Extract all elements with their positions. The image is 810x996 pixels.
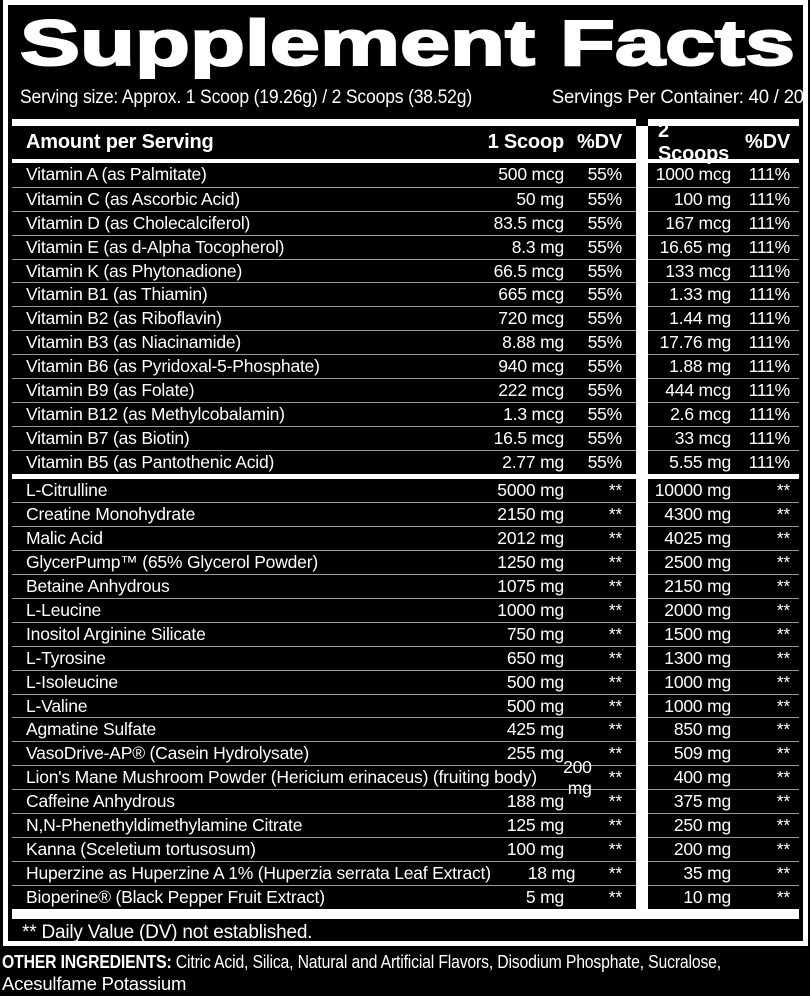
dv-1-scoop: 55% [587,236,622,257]
amount-1-scoop: 50 mg [516,188,564,209]
ingredient-name-cell [12,261,459,282]
amount-1-scoop: 188 mg [506,791,564,812]
ingredient-row [12,789,636,813]
amount-1-scoop: 1000 mg [497,599,564,620]
ingredient-name-cell [12,767,537,788]
amount-2-scoops: 133 mcg [665,260,731,281]
amount-2-scoops: 16.65 mg [659,236,731,257]
ingredient-name: Vitamin A (as Palmitate) [26,164,207,185]
ingredient-row-2scoops [648,861,799,885]
amount-2-scoops: 509 mg [673,743,731,764]
other-ingredients-line1-text [2,951,721,973]
ingredient-name-cell [12,863,491,884]
ingredient-name: N,N-Phenethyldimethylamine Citrate [26,814,303,835]
two-scoops-panel [648,119,799,919]
ingredient-name-cell [12,237,459,258]
dv-2-scoops: ** [776,695,790,716]
dv-2-scoops: 111% [748,451,790,472]
dv-1-scoop: 55% [587,212,622,233]
bottom-rule [648,909,799,919]
dv-1-scoop: ** [608,671,622,692]
dv-1-scoop: ** [608,480,622,501]
ingredient-name-cell [12,428,459,449]
amount-2-scoops: 2500 mg [664,552,731,573]
supplement-table [12,119,799,919]
dv-2-scoops: 111% [748,284,790,305]
ingredient-row-2scoops [648,354,799,378]
amount-1-scoop: 1.3 mcg [503,403,564,424]
ingredient-row [12,622,636,646]
amount-1-scoop: 650 mg [506,647,564,668]
ingredient-row [12,861,636,885]
amount-2-scoops: 200 mg [673,838,731,859]
dv-2-scoops: 111% [748,188,790,209]
amount-1-scoop: 750 mg [506,623,564,644]
amount-2-scoops: 1.44 mg [669,308,731,329]
amount-2-scoops: 1000 mcg [655,164,731,185]
table-header-main [12,126,636,159]
amount-1-scoop: 2150 mg [497,504,564,525]
ingredient-row [12,163,636,187]
ingredient-name-cell [12,839,459,860]
amount-2-scoops: 167 mcg [665,212,731,233]
dv-1-scoop: ** [608,719,622,740]
amount-1-scoop: 100 mg [506,838,564,859]
ingredient-row-2scoops [648,694,799,718]
ingredient-row [12,837,636,861]
other-ingredients-line1 [2,951,721,973]
dv-2-scoops: ** [776,599,790,620]
dv-2-scoops: 111% [748,356,790,377]
ingredient-row [12,426,636,450]
ingredient-name: Creatine Monohydrate [26,504,196,525]
ingredient-name-cell [12,743,459,764]
ingredient-name: Vitamin D (as Cholecalciferol) [26,212,251,233]
ingredient-row-2scoops [648,378,799,402]
dv-2-scoops: ** [776,480,790,501]
ingredient-row-2scoops [648,450,799,474]
ingredient-row [12,354,636,378]
serving-size-text: Serving size: Approx. 1 Scoop (19.26g) / 2 Scoops (38.52g) [20,85,472,108]
dv-1-scoop: 55% [587,427,622,448]
amount-2-scoops: 10 mg [683,886,731,907]
ingredient-name: GlycerPump™ (65% Glycerol Powder) [26,552,318,573]
dv-2-scoops: ** [776,767,790,788]
serving-info-row [8,85,803,109]
ingredient-name-cell [12,380,459,401]
ingredient-row-2scoops [648,670,799,694]
amount-2-scoops: 2.6 mcg [670,403,731,424]
dv-1-scoop: 55% [587,284,622,305]
table-header-right [648,119,799,165]
amount-1-scoop: 1250 mg [497,552,564,573]
ingredient-row [12,306,636,330]
top-rule [12,119,636,126]
amount-2-scoops: 2150 mg [664,576,731,597]
amount-1-scoop: 16.5 mcg [493,427,564,448]
header-dv-2: %DV [745,131,790,153]
dv-2-scoops: ** [776,886,790,907]
ingredient-row [12,646,636,670]
ingredient-name: L-Tyrosine [26,647,106,668]
ingredient-row-2scoops [648,765,799,789]
ingredient-row [12,259,636,283]
daily-value-footnote-text: ** Daily Value (DV) not established. [22,921,313,943]
ingredient-name: L-Citrulline [26,480,108,501]
amount-1-scoop: 125 mg [506,814,564,835]
dv-2-scoops: ** [776,623,790,644]
dv-1-scoop: ** [608,695,622,716]
amount-2-scoops: 5.55 mg [669,451,731,472]
amount-1-scoop: 500 mcg [498,164,564,185]
dv-1-scoop: ** [608,528,622,549]
amount-1-scoop: 5 mg [525,886,564,907]
dv-2-scoops: 111% [748,403,790,424]
dv-2-scoops: ** [776,838,790,859]
ingredient-name: Vitamin B12 (as Methylcobalamin) [26,403,285,424]
amount-1-scoop: 665 mcg [498,284,564,305]
amount-2-scoops: 2000 mg [664,599,731,620]
amount-2-scoops: 1.88 mg [669,356,731,377]
amount-2-scoops: 10000 mg [654,480,731,501]
ingredient-row-2scoops [648,837,799,861]
ingredient-name: Vitamin B3 (as Niacinamide) [26,332,242,353]
dv-1-scoop: 55% [587,451,622,472]
dv-2-scoops: 111% [748,164,790,185]
ingredient-name: L-Leucine [26,599,102,620]
ingredient-row-2scoops [648,526,799,550]
amount-2-scoops: 100 mg [673,188,731,209]
ingredient-row [12,402,636,426]
ingredient-name: Caffeine Anhydrous [26,791,175,812]
dv-1-scoop: ** [608,552,622,573]
dv-2-scoops: ** [776,791,790,812]
header-2-scoops: 2 Scoops [658,119,730,165]
ingredient-row-2scoops [648,646,799,670]
ingredient-name: Vitamin C (as Ascorbic Acid) [26,188,240,209]
amount-1-scoop: 222 mcg [498,379,564,400]
amount-1-scoop: 425 mg [506,719,564,740]
ingredient-row [12,717,636,741]
ingredient-name: L-Valine [26,695,88,716]
ingredient-row-2scoops [648,598,799,622]
ingredient-row [12,235,636,259]
ingredient-name: Huperzine as Huperzine A 1% (Huperzia serrata Leaf Extract) [26,862,491,883]
amount-2-scoops: 17.76 mg [659,332,731,353]
ingredient-name-cell [12,719,459,740]
ingredient-row-2scoops [648,426,799,450]
other-ingredients-line2 [2,973,798,995]
ingredient-name: Vitamin B6 (as Pyridoxal-5-Phosphate) [26,356,320,377]
ingredient-row [12,211,636,235]
ingredient-row-2scoops [648,741,799,765]
title-wrap [20,7,795,81]
dv-1-scoop: ** [608,647,622,668]
ingredient-name-cell [12,189,459,210]
header-1-scoop: 1 Scoop [487,131,564,153]
ingredient-row-2scoops [648,813,799,837]
ingredient-name-cell [12,624,459,645]
amount-2-scoops: 35 mg [683,862,731,883]
ingredient-row [12,670,636,694]
ingredient-row-2scoops [648,574,799,598]
other-ingredients [2,951,798,994]
amount-2-scoops: 250 mg [673,814,731,835]
amount-2-scoops: 4025 mg [664,528,731,549]
amount-2-scoops: 1000 mg [664,671,731,692]
dv-2-scoops: 111% [748,236,790,257]
ingredient-row-2scoops [648,282,799,306]
panel-divider-notch [636,119,648,126]
amount-2-scoops: 33 mcg [674,427,731,448]
ingredient-name: VasoDrive-AP® (Casein Hydrolysate) [26,743,309,764]
amount-1-scoop: 2012 mg [497,528,564,549]
other-ingredients-label: OTHER INGREDIENTS: [2,951,172,972]
ingredient-name-cell [12,356,459,377]
ingredient-name: Lion's Mane Mushroom Powder (Hericium erinaceus) (fruiting body) [26,767,537,788]
ingredient-row [12,574,636,598]
dv-1-scoop: 55% [587,164,622,185]
dv-1-scoop: 55% [587,379,622,400]
dv-2-scoops: 111% [748,308,790,329]
ingredient-row [12,550,636,574]
header-dv-1: %DV [577,131,622,153]
panel-divider [636,119,648,919]
ingredient-name: Inositol Arginine Silicate [26,623,206,644]
dv-1-scoop: 55% [587,332,622,353]
ingredient-row [12,330,636,354]
dv-2-scoops: ** [776,743,790,764]
ingredient-name: Vitamin B1 (as Thiamin) [26,284,208,305]
ingredient-name: Vitamin B5 (as Pantothenic Acid) [26,451,275,472]
ingredient-row [12,187,636,211]
ingredient-name-cell [12,791,459,812]
ingredient-row-2scoops [648,235,799,259]
ingredient-name-cell [12,648,459,669]
ingredient-name-cell [12,815,459,836]
ingredient-row-2scoops [648,502,799,526]
servings-per-container-cell [538,85,804,109]
ingredient-row [12,450,636,474]
ingredient-row [12,378,636,402]
ingredient-row-2scoops [648,479,799,503]
dv-1-scoop: ** [608,862,622,883]
ingredient-row-2scoops [648,306,799,330]
ingredient-name: L-Isoleucine [26,671,118,692]
ingredient-name-cell [12,600,459,621]
dv-2-scoops: ** [776,576,790,597]
ingredient-name-cell [12,404,459,425]
dv-1-scoop: ** [608,576,622,597]
serving-size-cell [20,86,472,109]
ingredient-name-cell [12,452,459,473]
ingredient-row [12,813,636,837]
ingredient-name-cell [12,528,459,549]
amount-1-scoop: 8.88 mg [502,332,564,353]
ingredient-name-cell [12,308,459,329]
dv-1-scoop: 55% [587,356,622,377]
ingredient-name-cell [12,213,459,234]
other-ingredients-list-part2: Acesulfame Potassium [2,972,187,994]
amount-2-scoops: 1.33 mg [669,284,731,305]
dv-2-scoops: 111% [748,212,790,233]
ingredient-row-2scoops [648,885,799,909]
ingredient-name: Vitamin B9 (as Folate) [26,379,195,400]
dv-2-scoops: ** [776,504,790,525]
ingredient-name-cell [12,284,459,305]
amount-1-scoop: 2.77 mg [502,451,564,472]
ingredient-name-cell [12,576,459,597]
amount-1-scoop: 18 mg [527,862,576,883]
ingredient-name: Betaine Anhydrous [26,576,170,597]
amount-2-scoops: 4300 mg [664,504,731,525]
amount-1-scoop: 720 mcg [498,308,564,329]
ingredient-row-2scoops [648,211,799,235]
ingredient-row-2scoops [648,163,799,187]
ingredient-name-cell [12,164,459,185]
ingredient-row-2scoops [648,717,799,741]
ingredient-row-2scoops [648,187,799,211]
amount-2-scoops: 375 mg [673,791,731,812]
dv-2-scoops: 111% [748,379,790,400]
ingredient-row [12,694,636,718]
dv-2-scoops: ** [776,528,790,549]
dv-1-scoop: ** [608,504,622,525]
amount-2-scoops: 1300 mg [664,647,731,668]
rows-main [12,163,636,909]
dv-1-scoop: 55% [587,260,622,281]
amount-1-scoop: 200 mg [563,756,592,798]
amount-1-scoop: 1075 mg [497,576,564,597]
servings-per-container-text: Servings Per Container: 40 / 20 [551,85,804,108]
ingredient-row [12,598,636,622]
amount-2-scoops: 444 mcg [665,379,731,400]
one-scoop-panel [12,119,636,919]
ingredient-row [12,479,636,503]
ingredient-name-cell [12,696,459,717]
dv-1-scoop: ** [608,791,622,812]
ingredient-row-2scoops [648,402,799,426]
rows-right [648,163,799,909]
amount-2-scoops: 1000 mg [664,695,731,716]
ingredient-row [12,885,636,909]
amount-2-scoops: 1500 mg [664,623,731,644]
dv-1-scoop: ** [608,767,622,788]
amount-1-scoop: 5000 mg [497,480,564,501]
dv-1-scoop: 55% [587,403,622,424]
amount-1-scoop: 940 mcg [498,356,564,377]
amount-1-scoop: 500 mg [506,695,564,716]
ingredient-row-2scoops [648,622,799,646]
ingredient-row [12,282,636,306]
dv-1-scoop: ** [608,743,622,764]
dv-2-scoops: ** [776,719,790,740]
other-ingredients-list-part1: Citric Acid, Silica, Natural and Artificial Flavors, Disodium Phosphate, Sucralose, [175,951,721,972]
ingredient-name-cell [12,504,459,525]
header-amount-per-serving: Amount per Serving [26,131,214,153]
dv-2-scoops: 111% [748,260,790,281]
dv-2-scoops: ** [776,814,790,835]
dv-2-scoops: ** [776,862,790,883]
ingredient-name: Malic Acid [26,528,103,549]
dv-2-scoops: ** [776,647,790,668]
supplement-facts-title: Supplement Facts [20,7,795,79]
amount-1-scoop: 8.3 mg [511,236,564,257]
ingredient-name: Vitamin B7 (as Biotin) [26,427,190,448]
amount-1-scoop: 500 mg [506,671,564,692]
amount-1-scoop: 66.5 mcg [493,260,564,281]
ingredient-name-cell [12,480,459,501]
ingredient-row-2scoops [648,789,799,813]
ingredient-name-cell [12,332,459,353]
daily-value-footnote [8,919,803,944]
ingredient-name: Vitamin K (as Phytonadione) [26,260,243,281]
dv-2-scoops: 111% [748,427,790,448]
ingredient-row-2scoops [648,550,799,574]
ingredient-row [12,502,636,526]
ingredient-name-cell [12,672,459,693]
amount-2-scoops: 400 mg [673,767,731,788]
bottom-rule [12,909,636,919]
dv-1-scoop: 55% [587,308,622,329]
ingredient-name-cell [12,552,459,573]
ingredient-name: Kanna (Sceletium tortusosum) [26,838,256,859]
ingredient-row [12,526,636,550]
dv-1-scoop: 55% [587,188,622,209]
dv-1-scoop: ** [608,623,622,644]
ingredient-row-2scoops [648,330,799,354]
dv-2-scoops: 111% [748,332,790,353]
dv-1-scoop: ** [608,814,622,835]
ingredient-name: Agmatine Sulfate [26,719,157,740]
amount-2-scoops: 850 mg [673,719,731,740]
ingredient-row [12,756,636,798]
ingredient-name: Bioperine® (Black Pepper Fruit Extract) [26,886,325,907]
amount-1-scoop: 255 mg [506,743,564,764]
dv-1-scoop: ** [608,838,622,859]
ingredient-name: Vitamin E (as d-Alpha Tocopherol) [26,236,285,257]
supplement-facts-panel [3,0,808,946]
dv-1-scoop: ** [608,886,622,907]
dv-1-scoop: ** [608,599,622,620]
ingredient-name: Vitamin B2 (as Riboflavin) [26,308,222,329]
dv-2-scoops: ** [776,552,790,573]
ingredient-row-2scoops [648,259,799,283]
ingredient-name-cell [12,887,459,908]
amount-1-scoop: 83.5 mcg [493,212,564,233]
dv-2-scoops: ** [776,671,790,692]
